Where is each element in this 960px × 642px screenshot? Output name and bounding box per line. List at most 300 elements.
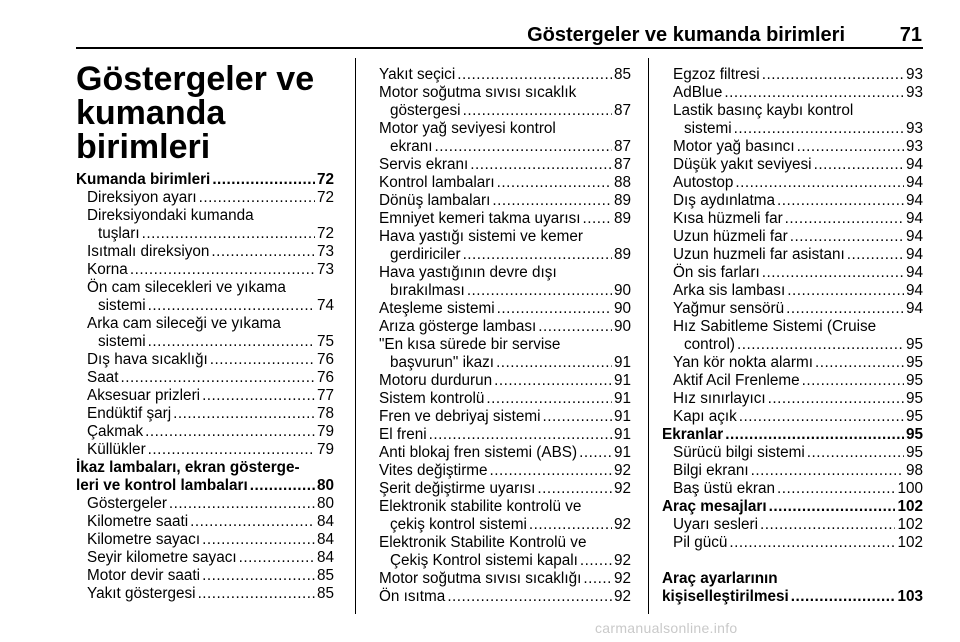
dot-leader — [579, 444, 612, 462]
dot-leader — [797, 138, 904, 156]
toc-entry-title: Çekiş Kontrol sistemi kapalı — [390, 552, 578, 569]
toc-page-number: 90 — [613, 282, 631, 299]
toc-entry-title: kişiselleştirilmesi — [662, 588, 789, 605]
toc-entry-title: Dış aydınlatma — [673, 192, 776, 209]
toc-entry-title-line: Direksiyondaki kumanda — [87, 207, 254, 224]
toc-entry[interactable] — [76, 189, 334, 207]
toc-entry[interactable] — [662, 372, 923, 390]
dot-leader — [435, 138, 612, 156]
chapter-title — [76, 62, 346, 164]
toc-entry[interactable] — [662, 516, 923, 534]
toc-entry-title: Dönüş lambaları — [379, 192, 491, 209]
toc-entry-title: Kilometre sayacı — [87, 531, 201, 548]
toc-entry[interactable] — [368, 120, 631, 156]
toc-entry-title: Uyarı sesleri — [673, 516, 758, 533]
toc-entry-title-line: Hız Sabitleme Sistemi (Cruise — [673, 318, 877, 335]
toc-page-number: 95 — [905, 426, 923, 443]
toc-entry[interactable] — [76, 513, 334, 531]
toc-entry[interactable] — [662, 534, 923, 552]
toc-entry[interactable] — [662, 102, 923, 138]
toc-page-number: 87 — [613, 102, 631, 119]
toc-page-number: 102 — [897, 498, 923, 515]
toc-entry-title-line: Elektronik Stabilite Kontrolü ve — [379, 534, 587, 551]
toc-entry[interactable] — [76, 207, 334, 243]
toc-page-number: 94 — [905, 264, 923, 281]
toc-entry[interactable] — [368, 390, 631, 408]
toc-page-number: 94 — [905, 282, 923, 299]
dot-leader — [769, 498, 896, 516]
toc-page-number: 91 — [613, 408, 631, 425]
toc-entry-title-line: Elektronik stabilite kontrolü ve — [379, 498, 582, 515]
toc-page-number: 92 — [613, 462, 631, 479]
toc-entry-title: Yakıt göstergesi — [87, 585, 196, 602]
dot-leader — [580, 552, 612, 570]
dot-leader — [538, 318, 612, 336]
toc-entry-title: sistemi — [98, 333, 146, 350]
toc-entry[interactable] — [662, 138, 923, 156]
toc-entry[interactable] — [76, 495, 334, 513]
dot-leader — [173, 405, 315, 423]
toc-entry-title: Küllükler — [87, 441, 146, 458]
toc-entry-title: Fren ve debriyaj sistemi — [379, 408, 541, 425]
dot-leader — [148, 297, 315, 315]
dot-leader — [847, 246, 904, 264]
dot-leader — [724, 84, 904, 102]
dot-leader — [543, 408, 612, 426]
toc-entry-title: Dış hava sıcaklığı — [87, 351, 208, 368]
dot-leader — [494, 372, 612, 390]
chapter-title-line: Göstergeler ve — [76, 60, 315, 98]
toc-entry-title: Direksiyon ayarı — [87, 189, 197, 206]
toc-entry[interactable] — [368, 318, 631, 336]
toc-entry[interactable] — [662, 300, 923, 318]
toc-page-number: 94 — [905, 174, 923, 191]
dot-leader — [529, 516, 612, 534]
toc-entry[interactable] — [662, 84, 923, 102]
dot-leader — [751, 462, 904, 480]
toc-entry[interactable] — [76, 567, 334, 585]
toc-entry[interactable] — [76, 243, 334, 261]
toc-entry-title-line: Hava yastığı sistemi ve kemer — [379, 228, 584, 245]
dot-leader — [211, 243, 315, 261]
toc-page-number: 75 — [316, 333, 334, 350]
toc-entry-title: Motor yağ basıncı — [673, 138, 795, 155]
chapter-title-line: kumanda birimleri — [76, 94, 226, 166]
toc-page-number: 95 — [905, 372, 923, 389]
dot-leader — [470, 156, 612, 174]
dot-leader — [145, 423, 315, 441]
toc-entry-title: Araç mesajları — [662, 498, 767, 515]
toc-entry[interactable] — [368, 210, 631, 228]
watermark: carmanualsonline.info — [595, 620, 738, 636]
toc-section[interactable] — [662, 570, 923, 606]
dot-leader — [787, 282, 904, 300]
toc-page-number: 95 — [905, 354, 923, 371]
toc-entry-title: Hız sınırlayıcı — [673, 390, 766, 407]
toc-entry-title: control) — [684, 336, 736, 353]
toc-entry[interactable] — [662, 192, 923, 210]
dot-leader — [120, 369, 315, 387]
dot-leader — [737, 336, 904, 354]
toc-page-number: 85 — [316, 585, 334, 602]
toc-page-number: 100 — [897, 480, 923, 497]
toc-entry[interactable] — [76, 369, 334, 387]
toc-page-number: 91 — [613, 372, 631, 389]
dot-leader — [815, 354, 904, 372]
dot-leader — [490, 462, 612, 480]
toc-page-number: 102 — [897, 534, 923, 551]
dot-leader — [802, 372, 904, 390]
toc-entry-title: Sistem kontrolü — [379, 390, 485, 407]
dot-leader — [777, 192, 904, 210]
toc-entry-title: Kısa hüzmeli far — [673, 210, 783, 227]
toc-entry-title: Şerit değiştirme uyarısı — [379, 480, 536, 497]
toc-entry-title-line: Lastik basınç kaybı kontrol — [673, 102, 854, 119]
dot-leader — [790, 228, 904, 246]
toc-entry-title: Motor devir saati — [87, 567, 201, 584]
toc-entry-title: Anti blokaj fren sistemi (ABS) — [379, 444, 578, 461]
dot-leader — [497, 174, 612, 192]
dot-leader — [202, 567, 315, 585]
dot-leader — [807, 444, 904, 462]
toc-page-number: 95 — [905, 444, 923, 461]
toc-entry[interactable] — [368, 228, 631, 264]
dot-leader — [786, 300, 904, 318]
toc-entry[interactable] — [662, 66, 923, 84]
toc-entry-title: Servis ekranı — [379, 156, 469, 173]
toc-page-number: 84 — [316, 513, 334, 530]
toc-page-number: 79 — [316, 441, 334, 458]
toc-entry[interactable] — [76, 531, 334, 549]
toc-entry-title: Kumanda birimleri — [76, 171, 211, 188]
toc-entry-title: Emniyet kemeri takma uyarısı — [379, 210, 581, 227]
dot-leader — [130, 261, 315, 279]
toc-page-number: 98 — [905, 462, 923, 479]
header-rule — [76, 47, 923, 49]
dot-leader — [762, 66, 904, 84]
toc-entry[interactable] — [368, 534, 631, 570]
toc-entry-title: Kilometre saati — [87, 513, 189, 530]
toc-entry[interactable] — [76, 387, 334, 405]
dot-leader — [467, 282, 612, 300]
dot-leader — [463, 102, 612, 120]
toc-entry[interactable] — [368, 426, 631, 444]
toc-page-number: 78 — [316, 405, 334, 422]
toc-entry-title: Ön ısıtma — [379, 588, 446, 605]
toc-entry-title-line: İkaz lambaları, ekran gösterge- — [76, 459, 300, 476]
toc-entry-title-line: Ön cam silecekleri ve yıkama — [87, 279, 286, 296]
toc-page-number: 79 — [316, 423, 334, 440]
toc-page-number: 95 — [905, 336, 923, 353]
toc-entry[interactable] — [76, 423, 334, 441]
toc-entry-title: Autostop — [673, 174, 734, 191]
toc-entry[interactable] — [662, 480, 923, 498]
toc-entry-title: Düşük yakıt seviyesi — [673, 156, 812, 173]
dot-leader — [734, 120, 904, 138]
toc-page-number: 94 — [905, 246, 923, 263]
toc-section[interactable] — [76, 171, 334, 189]
dot-leader — [148, 441, 315, 459]
dot-leader — [148, 333, 315, 351]
toc-page-number: 84 — [316, 531, 334, 548]
toc-entry-title: Ekranlar — [662, 426, 724, 443]
toc-section[interactable] — [662, 426, 923, 444]
dot-leader — [583, 570, 612, 588]
toc-entry[interactable] — [662, 408, 923, 426]
column-divider-2 — [648, 58, 649, 614]
toc-entry-title: AdBlue — [673, 84, 723, 101]
dot-leader — [212, 171, 315, 189]
toc-entry-title-line: Motor soğutma sıvısı sıcaklık — [379, 84, 577, 101]
toc-entry-title: Endüktif şarj — [87, 405, 172, 422]
toc-entry[interactable] — [76, 405, 334, 423]
toc-entry[interactable] — [368, 66, 631, 84]
toc-entry-title: sistemi — [98, 297, 146, 314]
toc-page-number: 91 — [613, 354, 631, 371]
toc-entry[interactable] — [662, 282, 923, 300]
toc-page-number: 84 — [316, 549, 334, 566]
toc-entry-title: gerdiriciler — [390, 246, 461, 263]
toc-entry[interactable] — [662, 210, 923, 228]
toc-section[interactable] — [662, 498, 923, 516]
toc-entry-title: Seyir kilometre sayacı — [87, 549, 237, 566]
toc-page-number: 94 — [905, 300, 923, 317]
toc-page-number: 94 — [905, 228, 923, 245]
toc-entry-title: Sürücü bilgi sistemi — [673, 444, 805, 461]
toc-page-number: 87 — [613, 156, 631, 173]
column-divider-1 — [355, 58, 356, 614]
toc-entry[interactable] — [662, 354, 923, 372]
toc-page-number: 92 — [613, 516, 631, 533]
toc-section[interactable] — [76, 459, 334, 495]
toc-entry[interactable] — [368, 570, 631, 588]
toc-page-number: 72 — [316, 189, 334, 206]
dot-leader — [486, 390, 612, 408]
toc-page-number: 93 — [905, 84, 923, 101]
dot-leader — [768, 390, 904, 408]
toc-entry[interactable] — [368, 444, 631, 462]
toc-page-number: 94 — [905, 210, 923, 227]
toc-page-number: 85 — [613, 66, 631, 83]
toc-entry-title: Çakmak — [87, 423, 144, 440]
dot-leader — [762, 264, 904, 282]
toc-entry-title: El freni — [379, 426, 427, 443]
toc-entry-title: Aktif Acil Frenleme — [673, 372, 800, 389]
toc-entry[interactable] — [76, 441, 334, 459]
toc-entry-title: Uzun hüzmeli far — [673, 228, 788, 245]
toc-page-number: 92 — [613, 570, 631, 587]
toc-page-number: 90 — [613, 318, 631, 335]
toc-entry-title: sistemi — [684, 120, 732, 137]
toc-entry-title: Arka sis lambası — [673, 282, 786, 299]
toc-page-number: 72 — [316, 225, 334, 242]
toc-entry-title: Isıtmalı direksiyon — [87, 243, 210, 260]
toc-page-number: 72 — [316, 171, 334, 188]
toc-page-number: 74 — [316, 297, 334, 314]
dot-leader — [582, 210, 612, 228]
toc-column-2 — [368, 66, 631, 606]
toc-page-number: 95 — [905, 390, 923, 407]
toc-entry[interactable] — [368, 336, 631, 372]
toc-page-number: 91 — [613, 390, 631, 407]
toc-entry-title: Bilgi ekranı — [673, 462, 749, 479]
toc-entry[interactable] — [662, 390, 923, 408]
toc-page-number: 90 — [613, 300, 631, 317]
toc-page-number: 94 — [905, 192, 923, 209]
toc-page-number: 102 — [897, 516, 923, 533]
toc-entry[interactable] — [662, 444, 923, 462]
toc-page-number: 77 — [316, 387, 334, 404]
toc-entry[interactable] — [368, 156, 631, 174]
dot-leader — [202, 387, 315, 405]
toc-entry-title: göstergesi — [390, 102, 461, 119]
toc-entry-title: Motoru durdurun — [379, 372, 493, 389]
toc-entry-title: Pil gücü — [673, 534, 728, 551]
page-number: 71 — [899, 24, 922, 46]
toc-entry[interactable] — [662, 174, 923, 192]
toc-entry-title: Saat — [87, 369, 119, 386]
dot-leader — [198, 585, 315, 603]
dot-leader — [447, 588, 612, 606]
toc-page-number: 91 — [613, 426, 631, 443]
toc-page-number: 87 — [613, 138, 631, 155]
toc-entry-title: Yakıt seçici — [379, 66, 456, 83]
dot-leader — [199, 189, 315, 207]
toc-entry-title-line: Hava yastığının devre dışı — [379, 264, 557, 281]
toc-page-number: 92 — [613, 552, 631, 569]
toc-entry[interactable] — [368, 174, 631, 192]
toc-entry[interactable] — [368, 264, 631, 300]
toc-page-number: 76 — [316, 369, 334, 386]
toc-entry-title: Kontrol lambaları — [379, 174, 495, 191]
toc-page-number: 85 — [316, 567, 334, 584]
dot-leader — [496, 354, 612, 372]
dot-leader — [760, 516, 895, 534]
toc-entry-title: Kapı açık — [673, 408, 737, 425]
dot-leader — [190, 513, 315, 531]
dot-leader — [457, 66, 612, 84]
toc-entry[interactable] — [368, 372, 631, 390]
toc-entry[interactable] — [76, 315, 334, 351]
dot-leader — [210, 351, 315, 369]
toc-entry[interactable] — [76, 261, 334, 279]
toc-page-number: 73 — [316, 261, 334, 278]
toc-entry[interactable] — [76, 351, 334, 369]
toc-entry-title: Ateşleme sistemi — [379, 300, 495, 317]
toc-entry-title-line: Arka cam sileceği ve yıkama — [87, 315, 281, 332]
dot-leader — [142, 225, 315, 243]
toc-entry[interactable] — [368, 192, 631, 210]
toc-entry-title: çekiş kontrol sistemi — [390, 516, 527, 533]
toc-entry-title: Motor soğutma sıvısı sıcaklığı — [379, 570, 582, 587]
toc-entry-title: Vites değiştirme — [379, 462, 488, 479]
dot-leader — [239, 549, 315, 567]
toc-entry-title: bırakılması — [390, 282, 465, 299]
dot-leader — [814, 156, 904, 174]
toc-entry[interactable] — [368, 588, 631, 606]
toc-page-number: 89 — [613, 210, 631, 227]
toc-entry-title: Yağmur sensörü — [673, 300, 785, 317]
toc-entry[interactable] — [368, 498, 631, 534]
dot-leader — [739, 408, 904, 426]
dot-leader — [429, 426, 612, 444]
toc-page-number: 93 — [905, 120, 923, 137]
toc-page-number: 92 — [613, 480, 631, 497]
toc-entry-title: Arıza gösterge lambası — [379, 318, 537, 335]
toc-page-number: 103 — [897, 588, 923, 605]
toc-entry-title: Korna — [87, 261, 128, 278]
toc-page-number: 73 — [316, 243, 334, 260]
toc-entry-title: Baş üstü ekran — [673, 480, 776, 497]
toc-entry[interactable] — [76, 279, 334, 315]
running-header — [0, 0, 960, 48]
dot-leader — [537, 480, 612, 498]
spacer — [662, 552, 923, 570]
dot-leader — [169, 495, 315, 513]
toc-entry[interactable] — [368, 480, 631, 498]
toc-entry-title: Yan kör nokta alarmı — [673, 354, 814, 371]
toc-entry-title-line: "En kısa sürede bir servise — [379, 336, 561, 353]
toc-page-number: 95 — [905, 408, 923, 425]
toc-entry[interactable] — [368, 408, 631, 426]
dot-leader — [492, 192, 612, 210]
toc-page-number: 92 — [613, 588, 631, 605]
toc-page-number: 89 — [613, 192, 631, 209]
toc-page-number: 76 — [316, 351, 334, 368]
toc-entry-title: Aksesuar prizleri — [87, 387, 201, 404]
toc-column-3 — [662, 66, 923, 606]
toc-entry[interactable] — [662, 156, 923, 174]
toc-page-number: 80 — [316, 477, 334, 494]
toc-entry-title: ekranı — [390, 138, 433, 155]
toc-entry[interactable] — [662, 462, 923, 480]
dot-leader — [785, 210, 904, 228]
dot-leader — [250, 477, 315, 495]
toc-entry[interactable] — [662, 246, 923, 264]
dot-leader — [725, 426, 904, 444]
toc-entry-title-line: Araç ayarlarının — [662, 570, 778, 587]
dot-leader — [463, 246, 612, 264]
toc-column-1 — [76, 171, 334, 603]
toc-entry-title: Egzoz filtresi — [673, 66, 760, 83]
toc-entry[interactable] — [662, 318, 923, 354]
dot-leader — [777, 480, 895, 498]
toc-entry-title: Uzun huzmeli far asistanı — [673, 246, 845, 263]
toc-page-number: 91 — [613, 444, 631, 461]
dot-leader — [791, 588, 896, 606]
dot-leader — [729, 534, 895, 552]
toc-entry[interactable] — [662, 228, 923, 246]
toc-page-number: 94 — [905, 156, 923, 173]
toc-entry[interactable] — [368, 300, 631, 318]
toc-entry-title: başvurun" ikazı — [390, 354, 495, 371]
toc-page-number: 93 — [905, 138, 923, 155]
toc-page-number: 80 — [316, 495, 334, 512]
toc-entry[interactable] — [76, 549, 334, 567]
toc-entry-title-line: Motor yağ seviyesi kontrol — [379, 120, 556, 137]
dot-leader — [202, 531, 315, 549]
toc-entry[interactable] — [76, 585, 334, 603]
toc-entry-title: Göstergeler — [87, 495, 167, 512]
dot-leader — [497, 300, 612, 318]
dot-leader — [735, 174, 904, 192]
toc-entry[interactable] — [662, 264, 923, 282]
toc-page-number: 88 — [613, 174, 631, 191]
toc-page-number: 93 — [905, 66, 923, 83]
toc-entry[interactable] — [368, 84, 631, 120]
toc-entry[interactable] — [368, 462, 631, 480]
header-title: Göstergeler ve kumanda birimleri — [527, 24, 845, 46]
